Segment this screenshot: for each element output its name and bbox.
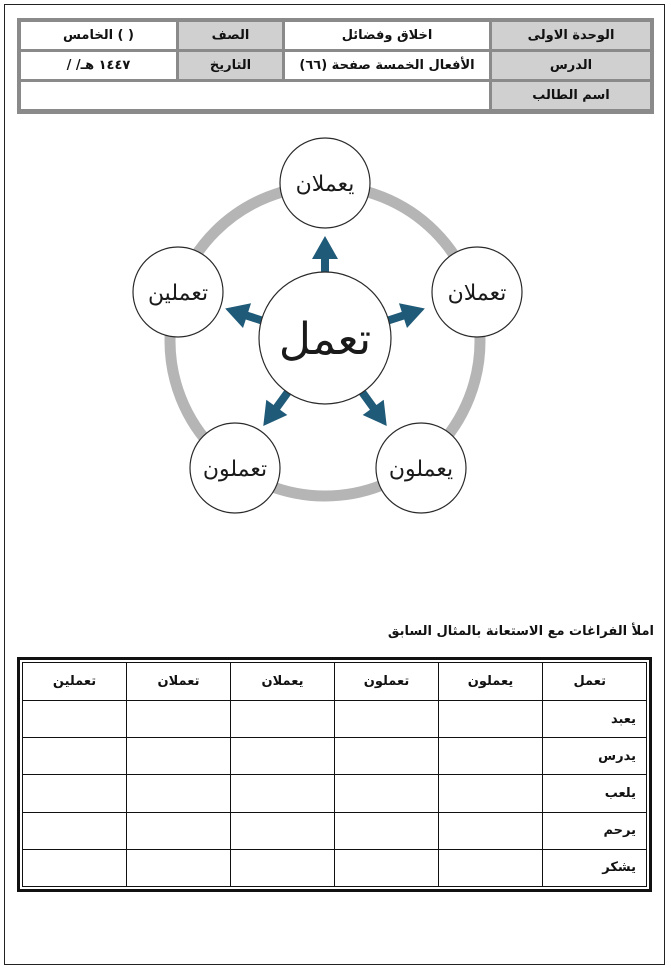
answer-cell[interactable] (439, 775, 543, 812)
column-header: تعملان (127, 663, 231, 701)
column-header: يعملون (439, 663, 543, 701)
student-name-field[interactable] (21, 82, 489, 109)
answer-cell[interactable] (23, 812, 127, 849)
answer-cell[interactable] (23, 849, 127, 886)
table-row (23, 849, 647, 886)
lesson-label: الدرس (492, 52, 650, 79)
answer-cell[interactable] (439, 701, 543, 738)
answer-cell[interactable] (231, 701, 335, 738)
answer-cell[interactable] (335, 849, 439, 886)
conjugation-table (22, 662, 647, 887)
answer-cell[interactable] (231, 812, 335, 849)
answer-cell[interactable] (127, 738, 231, 775)
answer-cell[interactable] (439, 738, 543, 775)
answer-cell[interactable] (23, 701, 127, 738)
column-header: تعمل (543, 663, 647, 701)
date-value: / /١٤٤٧ هـ (21, 52, 176, 79)
verb-forms-diagram (120, 136, 530, 526)
lesson-value: الأفعال الخمسة صفحة (٦٦) (285, 52, 489, 79)
answer-cell[interactable] (335, 738, 439, 775)
table-row (23, 775, 647, 812)
class-label: الصف (179, 22, 282, 49)
answer-cell[interactable] (23, 775, 127, 812)
answer-cell[interactable] (335, 701, 439, 738)
column-header: يعملان (231, 663, 335, 701)
date-label: التاريخ (179, 52, 282, 79)
answer-cell[interactable] (127, 812, 231, 849)
class-value: الخامس ( ) (21, 22, 176, 49)
answer-cell[interactable] (127, 849, 231, 886)
form-right: تعملان (447, 281, 507, 306)
instruction-text: املأ الفراغات مع الاستعانة بالمثال السابق (387, 624, 654, 639)
form-bottom-left: تعملون (202, 457, 268, 482)
answer-cell[interactable] (231, 849, 335, 886)
answer-cell[interactable] (335, 775, 439, 812)
answer-cell[interactable] (231, 738, 335, 775)
fill-in-table (17, 657, 652, 892)
answer-cell[interactable] (231, 775, 335, 812)
row-verb: يلعب (543, 775, 647, 812)
row-verb: يعبد (543, 701, 647, 738)
student-name-label: اسم الطالب (492, 82, 650, 109)
form-left: تعملين (147, 281, 209, 306)
table-row (23, 701, 647, 738)
subject-value: اخلاق وفضائل (285, 22, 489, 49)
column-header: تعملين (23, 663, 127, 701)
answer-cell[interactable] (127, 701, 231, 738)
table-row (23, 812, 647, 849)
answer-cell[interactable] (23, 738, 127, 775)
worksheet-header (17, 18, 654, 114)
row-verb: يرحم (543, 812, 647, 849)
center-verb: تعمل (278, 314, 372, 365)
form-top: يعملان (295, 172, 355, 197)
answer-cell[interactable] (127, 775, 231, 812)
answer-cell[interactable] (439, 812, 543, 849)
row-verb: يشكر (543, 849, 647, 886)
unit-label: الوحدة الاولى (492, 22, 650, 49)
table-header-row (23, 663, 647, 701)
answer-cell[interactable] (439, 849, 543, 886)
form-bottom-right: يعملون (388, 457, 454, 482)
answer-cell[interactable] (335, 812, 439, 849)
row-verb: يدرس (543, 738, 647, 775)
table-row (23, 738, 647, 775)
column-header: تعملون (335, 663, 439, 701)
